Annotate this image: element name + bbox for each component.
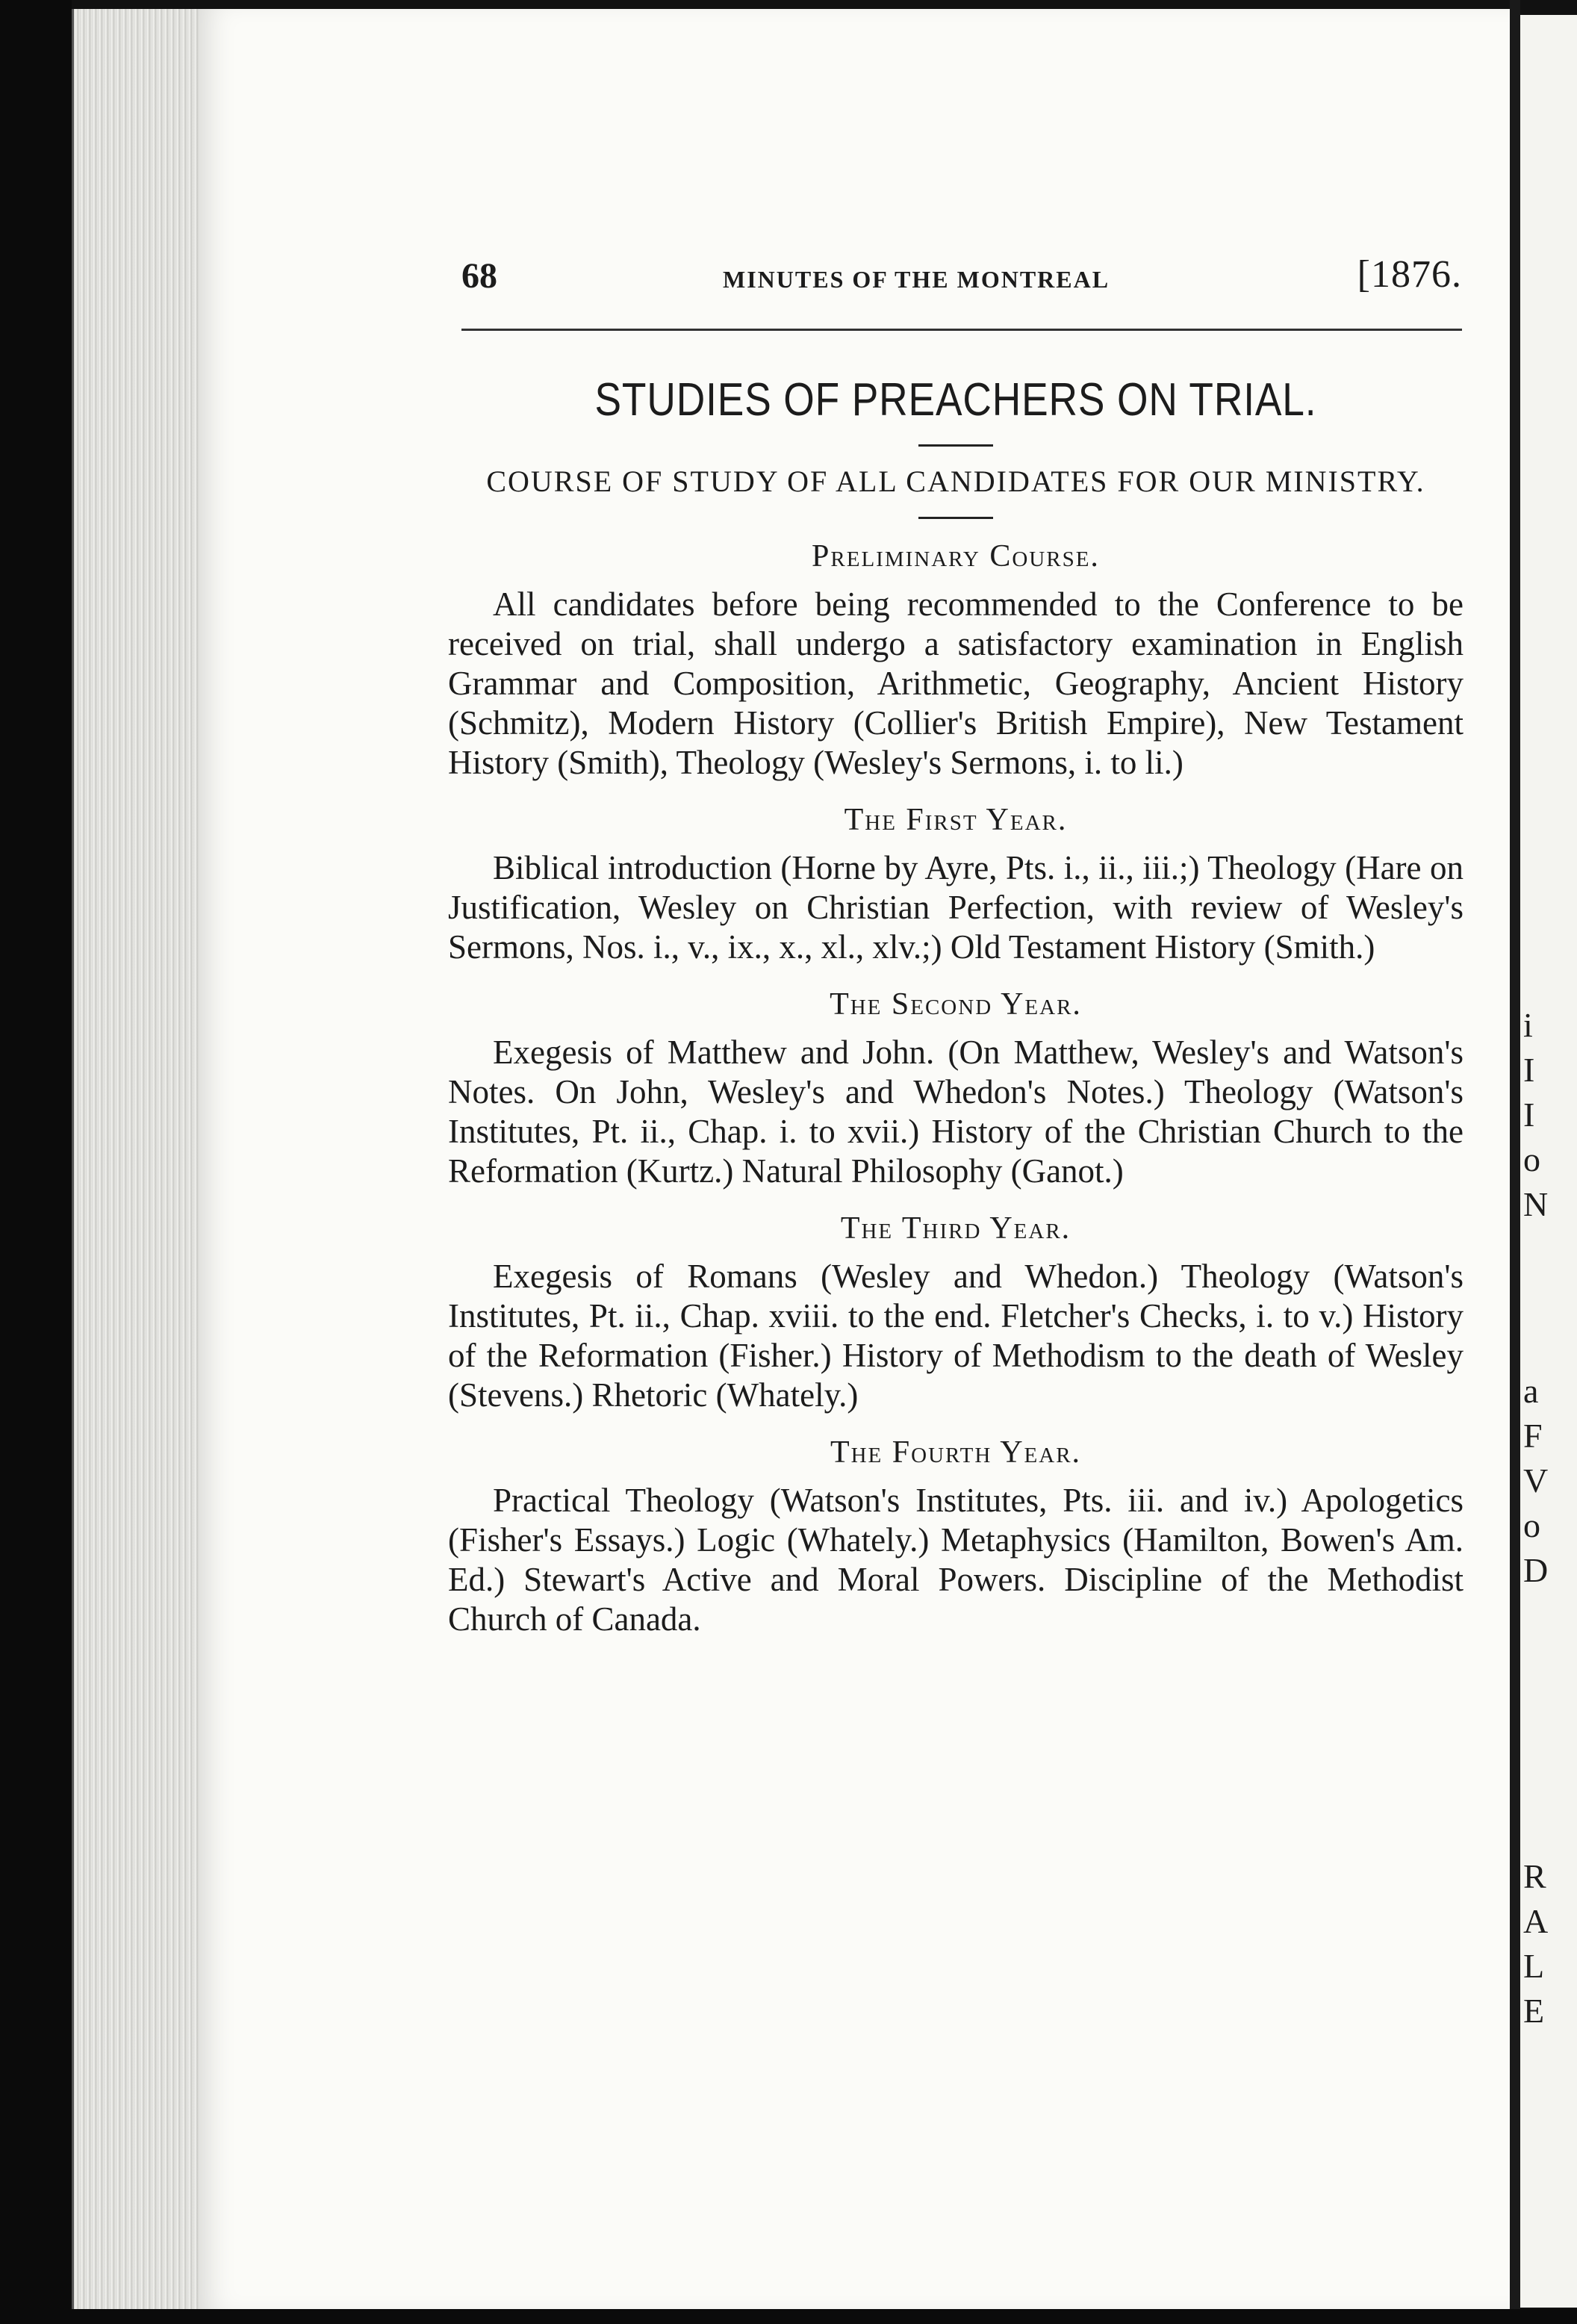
page-title: STUDIES OF PREACHERS ON TRIAL. [594, 374, 1317, 426]
header-rule [461, 329, 1462, 331]
next-page-fragment: A [1523, 1902, 1549, 1940]
next-page-fragment: N [1523, 1185, 1549, 1223]
section-text: Exegesis of Matthew and John. (On Matthew, Wesley's and Watson's Notes. On John, Wesley's and Whedon's Notes.) Theology (Watson's Institutes, Pt. ii., Chap. i. to xvii.) History of the Christian Church to the Reformation (Kurtz.) Natural Philosophy (Ganot.) [448, 1034, 1464, 1190]
next-page-fragment: I [1523, 1051, 1535, 1089]
section-text: Exegesis of Romans (Wesley and Whedon.) Theology (Watson's Institutes, Pt. ii., Chap. xviii. to the end. Fletcher's Checks, i. to v.) History of the Reformation (Fisher.) History of Methodism to the death of Wesley (Stevens.) Rhetoric (Whately.) [448, 1258, 1464, 1414]
next-page-fragment: V [1523, 1461, 1549, 1500]
section-heading: The First Year. [844, 803, 1068, 837]
scan-border-left [0, 0, 72, 2324]
section-preliminary-course [448, 538, 1464, 783]
running-title: MINUTES OF THE MONTREAL [723, 266, 1110, 293]
section-heading: The Second Year. [830, 987, 1082, 1022]
section-text: All candidates before being recommended to the Conference to be received on trial, shall undergo a satisfactory examination in English Grammar and Composition, Arithmetic, Geography, Ancient History (Schmitz), Modern History (Collier's British Empire), New Testament History (Smith), Theology (Wesley's Sermons, i. to li.) [448, 585, 1464, 781]
next-page-fragment: L [1523, 1947, 1545, 1985]
header-year: [1876. [1357, 253, 1462, 296]
section-heading: The Third Year. [840, 1211, 1071, 1246]
book-gutter [1510, 0, 1520, 2324]
scan-border-bottom [0, 2309, 1577, 2324]
section-text: Practical Theology (Watson's Institutes, Pts. iii. and iv.) Apologetics (Fisher's Essays.) Logic (Whately.) Metaphysics (Hamilton, Bowen's Am. Ed.) Stewart's Active and Moral Powers. Discipline of the Methodist Church of Canada. [448, 1482, 1464, 1638]
next-page-fragment: o [1523, 1140, 1540, 1178]
section-heading: The Fourth Year. [830, 1435, 1082, 1470]
next-page-fragment: i [1523, 1006, 1533, 1044]
next-page-fragment: D [1523, 1551, 1549, 1589]
title-divider [918, 444, 993, 447]
section-fourth-year [448, 1435, 1464, 1639]
next-page-fragment: o [1523, 1506, 1540, 1544]
section-first-year [448, 802, 1464, 967]
next-page-fragment: a [1523, 1372, 1539, 1410]
page-subtitle: COURSE OF STUDY OF ALL CANDIDATES FOR OUR MINISTRY. [486, 465, 1425, 498]
section-text: Biblical introduction (Horne by Ayre, Pts. i., ii., iii.;) Theology (Hare on Justification, Wesley on Christian Perfection, with review of Wesley's Sermons, Nos. i., v., ix., x., xl., xlv.;) Old Testament History (Smith.) [448, 849, 1464, 966]
page-content [448, 373, 1464, 1639]
subtitle-divider [918, 517, 993, 519]
next-page-fragment: I [1523, 1096, 1535, 1134]
section-second-year [448, 987, 1464, 1191]
next-page-fragment: R [1523, 1857, 1546, 1895]
next-page-edge [1520, 15, 1577, 2308]
running-header [461, 251, 1462, 311]
section-heading: Preliminary Course. [812, 539, 1100, 574]
next-page-fragment: E [1523, 1992, 1545, 2030]
book-page-edges [72, 9, 201, 2309]
section-third-year [448, 1211, 1464, 1415]
next-page-fragment: F [1523, 1417, 1543, 1455]
page-number: 68 [461, 256, 497, 296]
